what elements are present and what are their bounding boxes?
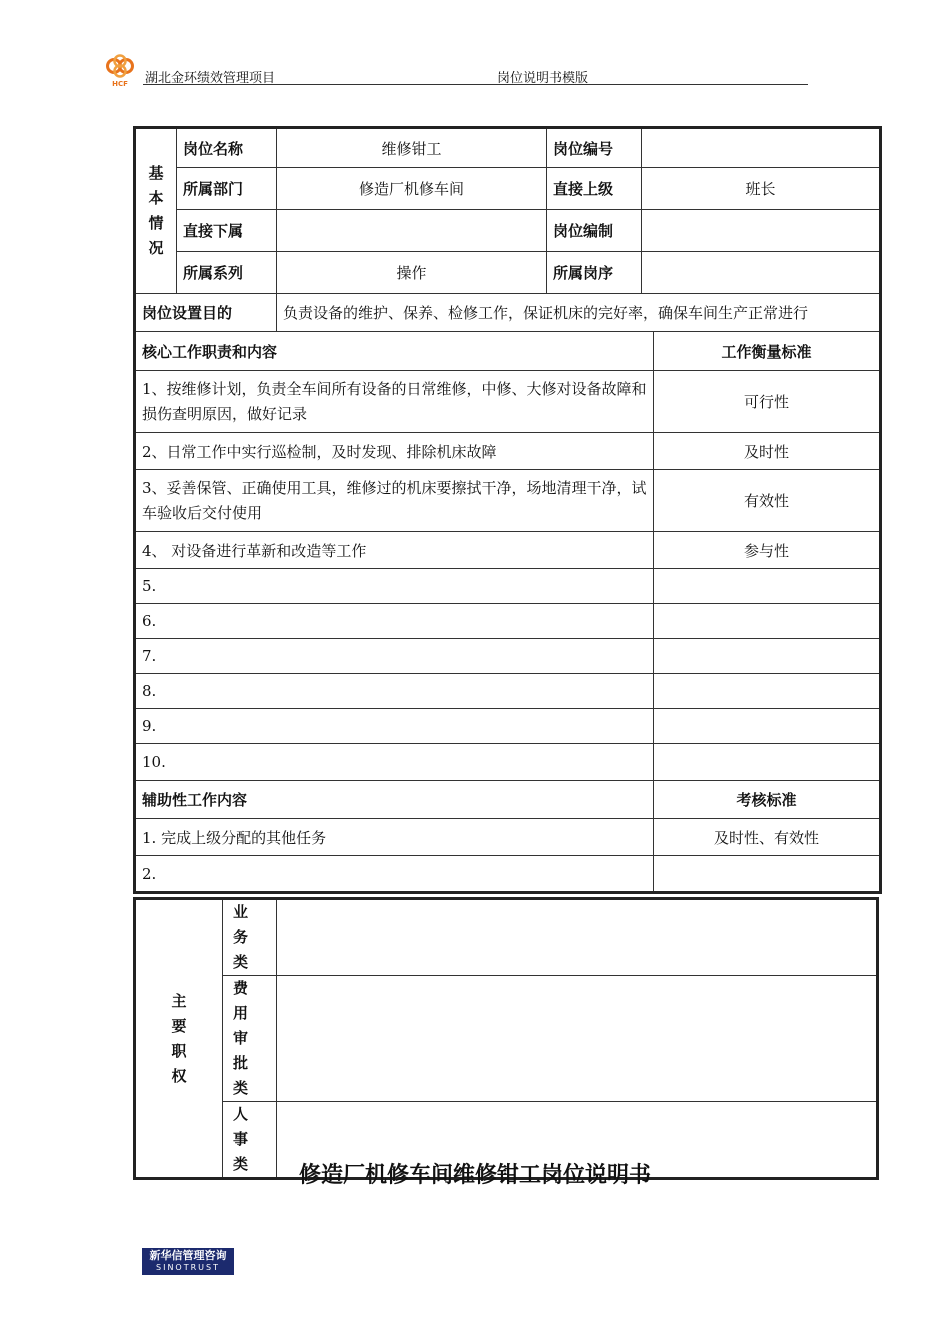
basic-row-4 [135, 252, 881, 294]
table-row [135, 470, 881, 532]
header-divider [143, 84, 808, 85]
label-department: 所属部门 [177, 168, 277, 210]
core-standard-6 [654, 604, 881, 639]
label-position-name: 岗位名称 [177, 128, 277, 168]
purpose-text: 负责设备的维护、保养、检修工作，保证机床的完好率，确保车间生产正常进行 [277, 294, 881, 332]
core-item-5: 5. [135, 569, 654, 604]
aux-standard-1: 及时性、有效性 [654, 819, 881, 856]
table-row [135, 639, 881, 674]
core-item-1: 1、按维修计划，负责全车间所有设备的日常维修，中修、大修对设备故障和损伤查明原因，做好记录 [135, 371, 654, 433]
label-subordinates: 直接下属 [177, 210, 277, 252]
sinotrust-badge [142, 1248, 234, 1275]
hcf-logo-icon [100, 54, 140, 88]
badge-line-2: SINOTRUST [156, 1263, 220, 1272]
authority-value-business [277, 899, 878, 976]
label-series: 所属系列 [177, 252, 277, 294]
core-header: 核心工作职责和内容 [135, 332, 654, 371]
basic-row-3 [135, 210, 881, 252]
core-standard-5 [654, 569, 881, 604]
core-standard-4: 参与性 [654, 532, 881, 569]
job-description-table [133, 126, 882, 894]
core-item-3: 3、妥善保管、正确使用工具，维修过的机床要擦拭干净，场地清理干净，试车验收后交付使用 [135, 470, 654, 532]
table-row [135, 532, 881, 569]
core-standard-header: 工作衡量标准 [654, 332, 881, 371]
core-item-2: 2、日常工作中实行巡检制，及时发现、排除机床故障 [135, 433, 654, 470]
basic-section-label: 基 本 情 况 [135, 128, 177, 294]
core-standard-7 [654, 639, 881, 674]
authority-row-2 [135, 976, 878, 1102]
core-item-6: 6. [135, 604, 654, 639]
badge-line-1: 新华信管理咨询 [149, 1249, 227, 1262]
core-standard-1: 可行性 [654, 371, 881, 433]
value-position-name: 维修钳工 [277, 128, 547, 168]
table-row [135, 604, 881, 639]
table-row [135, 819, 881, 856]
label-direct-superior: 直接上级 [547, 168, 642, 210]
label-position-code: 岗位编号 [547, 128, 642, 168]
basic-row-2 [135, 168, 881, 210]
table-row [135, 674, 881, 709]
value-direct-superior: 班长 [642, 168, 881, 210]
aux-standard-2 [654, 856, 881, 893]
basic-row-1 [135, 128, 881, 168]
authority-row-1 [135, 899, 878, 976]
aux-standard-header: 考核标准 [654, 781, 881, 819]
core-standard-8 [654, 674, 881, 709]
core-item-9: 9. [135, 709, 654, 744]
aux-header: 辅助性工作内容 [135, 781, 654, 819]
document-title: 修造厂机修车间维修钳工岗位说明书 [298, 1163, 651, 1188]
authority-label-personnel: 人事类 [223, 1102, 277, 1179]
table-row [135, 709, 881, 744]
value-subordinates [277, 210, 547, 252]
value-position-code [642, 128, 881, 168]
table-row [135, 371, 881, 433]
authority-label-expense: 费用审批类 [223, 976, 277, 1102]
template-name: 岗位说明书模版 [497, 71, 589, 86]
purpose-row [135, 294, 881, 332]
label-headcount: 岗位编制 [547, 210, 642, 252]
authority-value-expense [277, 976, 878, 1102]
authority-label-business: 业务类 [223, 899, 277, 976]
value-department: 修造厂机修车间 [277, 168, 547, 210]
table-row [135, 433, 881, 470]
value-rank [642, 252, 881, 294]
logo-text: HCF [112, 80, 128, 88]
table-row [135, 856, 881, 893]
project-name: 湖北金环绩效管理项目 [145, 71, 276, 86]
core-header-row [135, 332, 881, 371]
core-standard-2: 及时性 [654, 433, 881, 470]
core-standard-9 [654, 709, 881, 744]
aux-header-row [135, 781, 881, 819]
core-item-7: 7. [135, 639, 654, 674]
authority-table [133, 897, 879, 1180]
aux-item-1: 1. 完成上级分配的其他任务 [135, 819, 654, 856]
core-item-8: 8. [135, 674, 654, 709]
label-rank: 所属岗序 [547, 252, 642, 294]
core-standard-10 [654, 744, 881, 781]
aux-item-2: 2. [135, 856, 654, 893]
table-row [135, 744, 881, 781]
core-item-4: 4、 对设备进行革新和改造等工作 [135, 532, 654, 569]
value-headcount [642, 210, 881, 252]
core-item-10: 10. [135, 744, 654, 781]
core-standard-3: 有效性 [654, 470, 881, 532]
page-header [100, 52, 808, 88]
table-row [135, 569, 881, 604]
authority-section-label: 主 要 职 权 [135, 899, 223, 1179]
purpose-label: 岗位设置目的 [135, 294, 277, 332]
value-series: 操作 [277, 252, 547, 294]
